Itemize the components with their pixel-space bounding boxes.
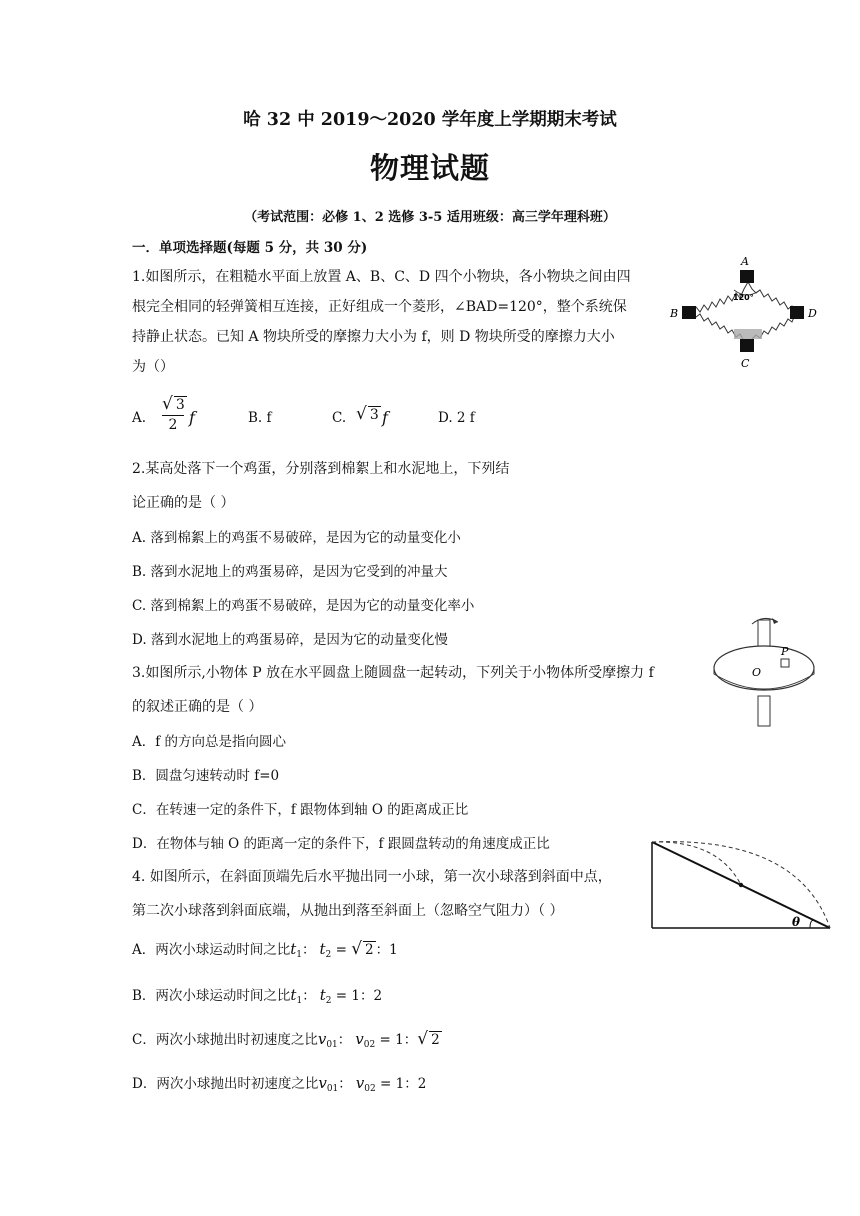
blurred-patch — [734, 329, 762, 339]
q1-option-a-fraction: √ 3 2 — [162, 394, 185, 433]
q1-figure-spring-rhombus — [668, 250, 828, 372]
q4-line2: 第二次小球落到斜面底端，从抛出到落至斜面上（忽略空气阻力）（ ） — [132, 903, 564, 919]
section-title: 一．单项选择题(每题 5 分，共 30 分) — [132, 240, 368, 256]
q4-option-a-radicand: 2 — [365, 942, 374, 958]
q2-option-a: A. 落到棉絮上的鸡蛋不易破碎，是因为它的动量变化小 — [132, 530, 461, 546]
exam-title: 哈 32 中 2019～2020 学年度上学期期末考试 — [243, 110, 617, 130]
exam-scope: （考试范围：必修 1、2 选修 3-5 适用班级：高三学年理科班） — [244, 210, 616, 225]
block-b — [682, 306, 696, 319]
fig-label-theta: θ — [792, 915, 801, 929]
q1-option-c-radicand: 3 — [369, 407, 379, 423]
q1-option-b: B. f — [248, 410, 272, 426]
q2-line2: 论正确的是（ ） — [132, 495, 235, 511]
subject-title: 物理试题 — [369, 151, 490, 185]
q2-option-b: B. 落到水泥地上的鸡蛋易碎，是因为它受到的冲量大 — [132, 564, 448, 580]
fig-label-p: P — [781, 645, 789, 658]
q4-option-c-sep: ： — [337, 1032, 352, 1048]
block-c — [740, 339, 754, 352]
q4-option-a-text: A．两次小球运动时间之比 — [132, 942, 291, 958]
q3-figure-rotating-disk — [708, 612, 838, 730]
q1-line2: 根完全相同的轻弹簧相互连接，正好组成一个菱形，∠BAD=120°，整个系统保 — [132, 299, 627, 315]
q1-line1: 1.如图所示，在粗糙水平面上放置 A、B、C、D 四个小物块，各小物块之间由四 — [132, 269, 631, 285]
disk-top — [714, 646, 814, 690]
q4-option-c-mid: = 1： — [379, 1032, 418, 1048]
q4-option-d: D．两次小球抛出时初速度之比$v_{01}$： $v_{02} = 1$：2 — [132, 1074, 427, 1094]
fig-label-a: A — [741, 255, 749, 268]
q1-line3: 持静止状态。已知 A 物块所受的摩擦力大小为 f，则 D 物块所受的摩擦力大小 — [132, 329, 615, 345]
q1-option-a-denominator: 2 — [168, 417, 178, 433]
q4-figure-incline — [648, 836, 834, 934]
block-d — [790, 306, 804, 319]
spring-ad — [748, 282, 796, 312]
q3-line1: 3.如图所示,小物体 P 放在水平圆盘上随圆盘一起转动，下列关于小物体所受摩擦力 f — [132, 665, 654, 681]
q4-option-c-radicand: 2 — [431, 1032, 440, 1048]
q1-option-c-label: C. — [332, 410, 347, 426]
landing-point-middle — [739, 883, 743, 887]
q3-option-b: B．圆盘匀速转动时 f=0 — [132, 768, 280, 784]
angle-theta-arc — [810, 920, 814, 928]
fig-label-c: C — [741, 357, 750, 370]
q4-option-a-sep: ： — [302, 942, 316, 958]
q1-option-a-radicand: 3 — [175, 397, 185, 413]
q3-option-a: A．f 的方向总是指向圆心 — [132, 734, 287, 750]
q1-option-a-var: f — [189, 408, 195, 427]
q4-option-c-text: C．两次小球抛出时初速度之比 — [132, 1032, 318, 1048]
q3-option-d: D．在物体与轴 O 的距离一定的条件下，f 跟圆盘转动的角速度成正比 — [132, 836, 550, 852]
axis-bottom — [758, 696, 770, 726]
q1-option-d: D. 2 f — [438, 410, 475, 426]
q1-option-c-var: f — [382, 408, 388, 427]
q4-option-c: C．两次小球抛出时初速度之比$v_{01}$： $v_{02} = 1$：√ 2 — [132, 1029, 440, 1050]
q1-option-c-sqrt: √ 3 — [356, 404, 379, 424]
q4-option-a-post: ：1 — [375, 942, 398, 958]
q4-option-d-text: D．两次小球抛出时初速度之比 — [132, 1076, 319, 1092]
fig-label-d: D — [808, 307, 817, 320]
q4-option-d-post: = 1：2 — [380, 1076, 427, 1092]
q3-option-c: C．在转速一定的条件下，f 跟物体到轴 O 的距离成正比 — [132, 802, 469, 818]
fig-label-angle: 120° — [733, 293, 754, 302]
q1-option-a-label: A. — [132, 410, 147, 426]
fig-label-b: B — [670, 307, 679, 320]
q2-option-d: D. 落到水泥地上的鸡蛋易碎，是因为它的动量变化慢 — [132, 632, 448, 648]
fig-label-o: O — [752, 666, 762, 679]
q4-option-b-text: B．两次小球运动时间之比 — [132, 988, 291, 1004]
object-p — [781, 659, 789, 667]
q2-option-c: C. 落到棉絮上的鸡蛋不易破碎，是因为它的动量变化率小 — [132, 598, 475, 614]
q4-option-b: B．两次小球运动时间之比$t_1$： $t_2 = 1$：2 — [132, 986, 383, 1006]
q2-line1: 2.某高处落下一个鸡蛋，分别落到棉絮上和水泥地上，下列结 — [132, 461, 510, 477]
q3-line2: 的叙述正确的是（ ） — [132, 699, 263, 715]
q4-line1: 4. 如图所示，在斜面顶端先后水平抛出同一小球，第一次小球落到斜面中点， — [132, 869, 612, 885]
q4-option-d-sep: ： — [338, 1076, 352, 1092]
q4-option-b-post: = 1：2 — [335, 988, 383, 1004]
q4-option-a: A．两次小球运动时间之比$t_1$： $t_2$ = √ 2 ：1 — [132, 939, 398, 960]
q1-line4: 为（） — [132, 359, 174, 375]
q4-option-b-sep: ： — [302, 988, 316, 1004]
block-a — [740, 270, 754, 283]
